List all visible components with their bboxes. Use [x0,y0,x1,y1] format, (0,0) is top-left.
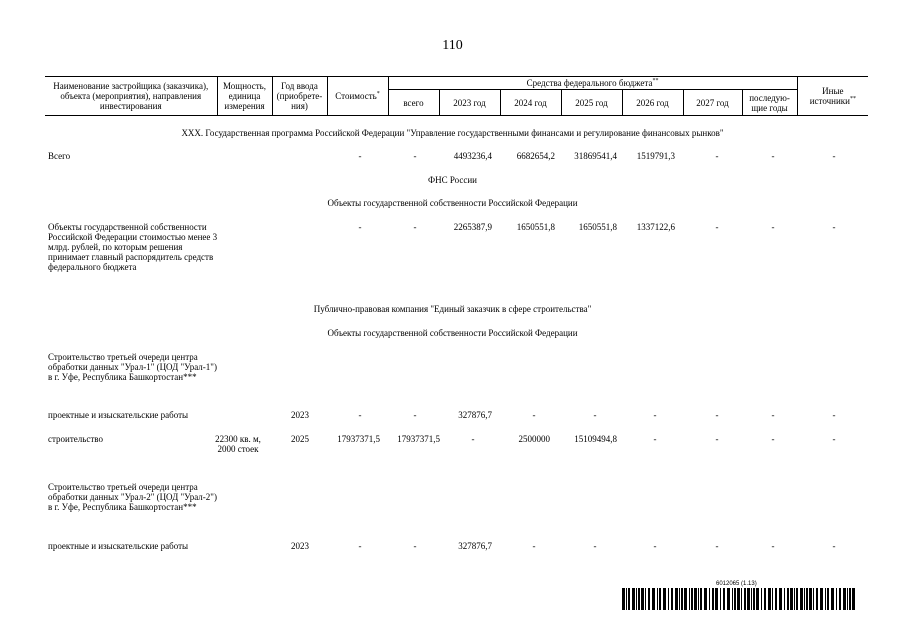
row-label: проектные и изыскательские работы [48,541,189,551]
cell-other: - [832,222,836,232]
cell-other: - [832,541,836,551]
cell-2026: - [653,541,657,551]
cell-total: 17937371,5 [397,434,440,444]
section-company: Публично-правовая компания "Единый заказчик в сфере строительства" [313,304,592,314]
cell-2023: - [471,434,475,444]
cell-2027: - [715,222,719,232]
cell-later: - [771,151,775,161]
cell-later: - [771,222,775,232]
cell-2027: - [715,410,719,420]
cell-total: - [413,222,417,232]
header-2024: 2024 год [500,90,561,116]
row-label: Строительство третьей очереди центра обработки данных "Урал-1" (ЦОД "Урал-1") в г. Уфе, Республика Башкортостан*** [48,352,217,382]
header-capacity: Мощность, единица измерения [217,77,272,116]
barcode-number: 6012065 (1.13) [716,581,757,587]
cell-later: - [771,541,775,551]
header-2026: 2026 год [622,90,683,116]
header-cost: Стоимость* [327,77,388,116]
header-total: всего [388,90,439,116]
cell-year: 2025 [291,434,309,444]
cell-2027: - [715,434,719,444]
cell-year: 2023 [291,541,309,551]
cell-2023: 4493236,4 [453,151,492,161]
section-fns: ФНС России [428,175,477,185]
header-year: Год ввода (приобрете-ния) [272,77,327,116]
row-label: Строительство третьей очереди центра обработки данных "Урал-2" (ЦОД "Урал-2") в г. Уфе, Республика Башкортостан*** [48,482,217,512]
cell-2024: - [532,541,536,551]
cell-cost: - [358,410,362,420]
header-2025: 2025 год [561,90,622,116]
cell-2026: - [653,410,657,420]
cell-2025: 1650551,8 [578,222,617,232]
header-other: Иные источники** [797,77,868,116]
cell-cost: - [358,222,362,232]
cell-2025: 15109494,8 [574,434,617,444]
cell-other: - [832,151,836,161]
cell-other: - [832,434,836,444]
row-label: Объекты государственной собственности Российской Федерации стоимостью менее 3 млрд. рублей, по которым решения принимает главный распорядитель средств федерального бюджета [48,222,218,272]
page-number: 110 [442,38,463,53]
cell-2024: 6682654,2 [516,151,555,161]
cell-2024: 2500000 [518,434,550,444]
header-2023: 2023 год [439,90,500,116]
cell-total: - [413,410,417,420]
cell-total: - [413,151,417,161]
section-objects: Объекты государственной собственности Российской Федерации [327,328,578,338]
cell-later: - [771,434,775,444]
cell-2026: - [653,434,657,444]
cell-2025: - [593,541,597,551]
cell-year: 2023 [291,410,309,420]
cell-cost: - [358,541,362,551]
section-program: XXX. Государственная программа Российской Федерации "Управление государственными финансами и регулирование финансовых рынков" [181,128,724,138]
cell-2024: 1650551,8 [516,222,555,232]
cell-later: - [771,410,775,420]
cell-cost: - [358,151,362,161]
row-label: проектные и изыскательские работы [48,410,189,420]
section-objects: Объекты государственной собственности Российской Федерации [327,198,578,208]
cell-2024: - [532,410,536,420]
cell-other: - [832,410,836,420]
cell-2025: 31869541,4 [574,151,617,161]
cell-2023: 2265387,9 [453,222,492,232]
header-federal: Средства федерального бюджета** [388,77,797,90]
cell-capacity: 22300 кв. м, 2000 стоек [215,434,261,454]
row-label: Всего [48,151,71,161]
header-name: Наименование застройщика (заказчика), объекта (мероприятия), направления инвестирования [45,77,217,116]
cell-2026: 1337122,6 [636,222,675,232]
header-later: последую-щие годы [742,90,797,116]
cell-cost: 17937371,5 [337,434,380,444]
table-header [45,76,868,116]
row-label: строительство [48,434,103,444]
barcode-icon [622,588,856,610]
cell-2027: - [715,541,719,551]
cell-2026: 1519791,3 [636,151,675,161]
cell-2025: - [593,410,597,420]
cell-2027: - [715,151,719,161]
cell-2023: 327876,7 [458,410,492,420]
cell-total: - [413,541,417,551]
header-2027: 2027 год [683,90,742,116]
cell-2023: 327876,7 [458,541,492,551]
